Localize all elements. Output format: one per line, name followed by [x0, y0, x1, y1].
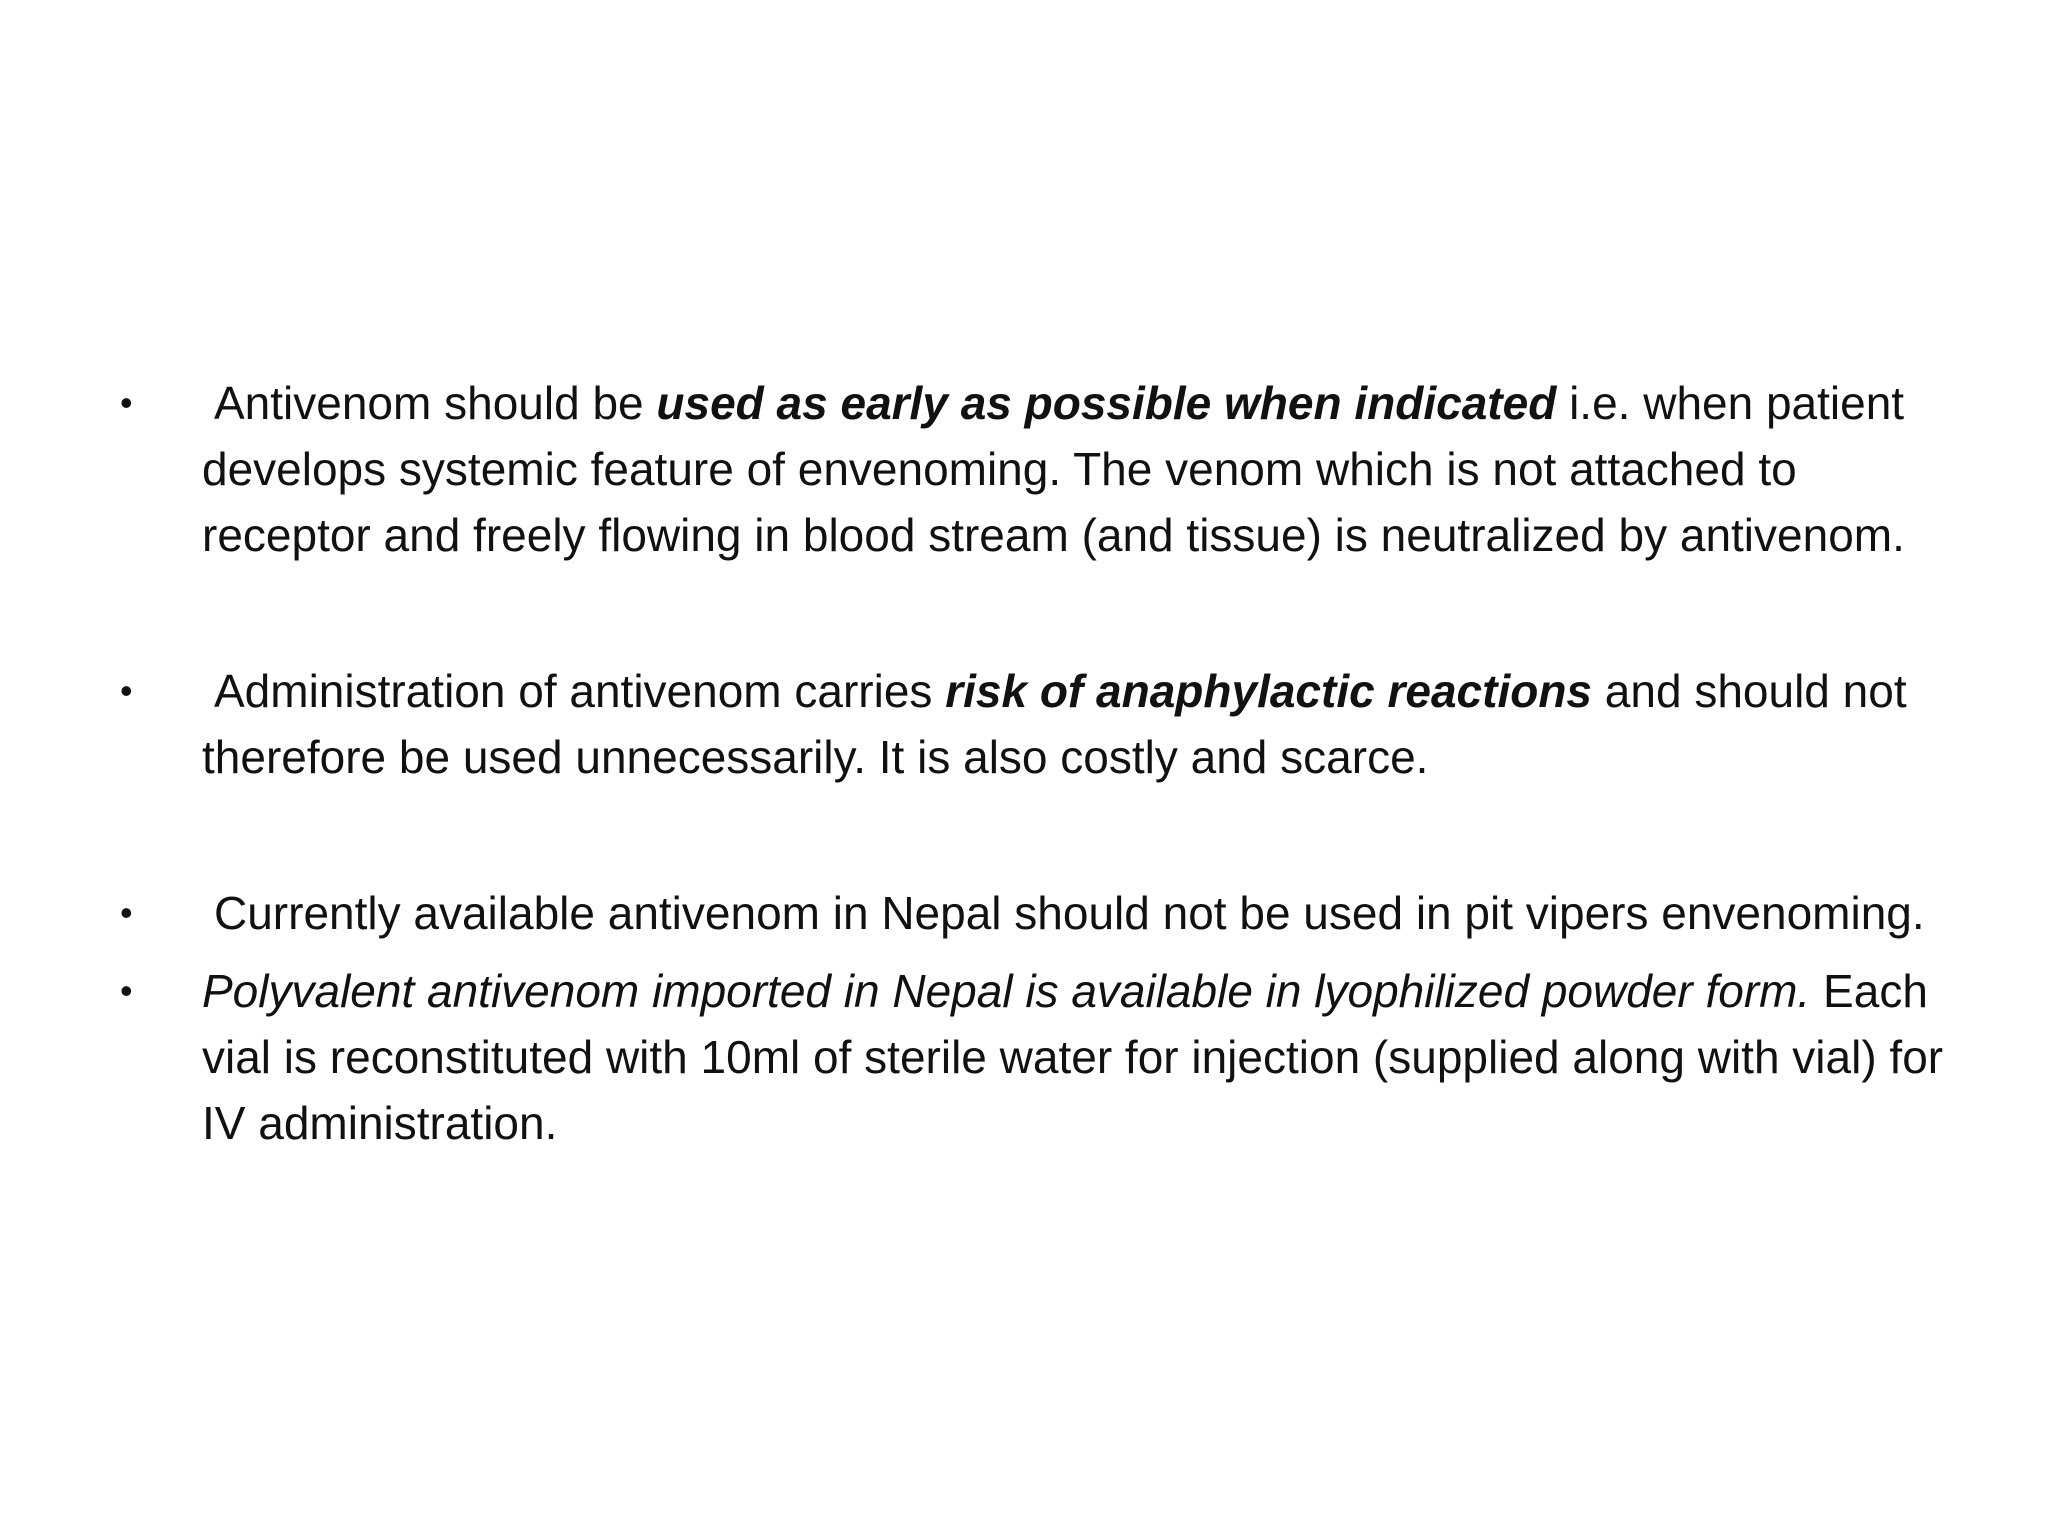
bullet-text-plain: i.e. when patient develops systemic feature of envenoming. The venom which is not attached to receptor and freely flowing in blood stream (and tissue) is neutralized by antivenom. — [202, 377, 1905, 561]
bullet-text-plain: Antivenom should be — [214, 377, 657, 429]
bullet-item-antivenom-timing — [120, 370, 1960, 568]
bullet-text-italic: Polyvalent antivenom imported in Nepal is available in lyophilized powder form. — [202, 965, 1811, 1017]
bullet-icon: • — [120, 892, 133, 933]
bullet-icon: • — [120, 970, 133, 1011]
bullet-item-polyvalent-antivenom — [120, 958, 1960, 1156]
bullet-item-pit-vipers — [120, 880, 1960, 946]
bullet-text-plain: Each vial is reconstituted with 10ml of sterile water for injection (supplied along with vial) for IV administration. — [202, 965, 1944, 1149]
bullet-text-plain: Currently available antivenom in Nepal should not be used in pit vipers envenoming. — [214, 887, 1925, 939]
bullet-icon: • — [120, 382, 133, 423]
bullet-text-plain: and should not therefore be used unnecessarily. It is also costly and scarce. — [202, 665, 1907, 783]
bullet-list — [120, 370, 1960, 1156]
bullet-text-plain: Administration of antivenom carries — [214, 665, 946, 717]
bullet-item-anaphylaxis-risk — [120, 658, 1960, 790]
bullet-text-emphasis: used as early as possible when indicated — [656, 377, 1557, 429]
bullet-icon: • — [120, 670, 133, 711]
bullet-text-emphasis: risk of anaphylactic reactions — [945, 665, 1593, 717]
